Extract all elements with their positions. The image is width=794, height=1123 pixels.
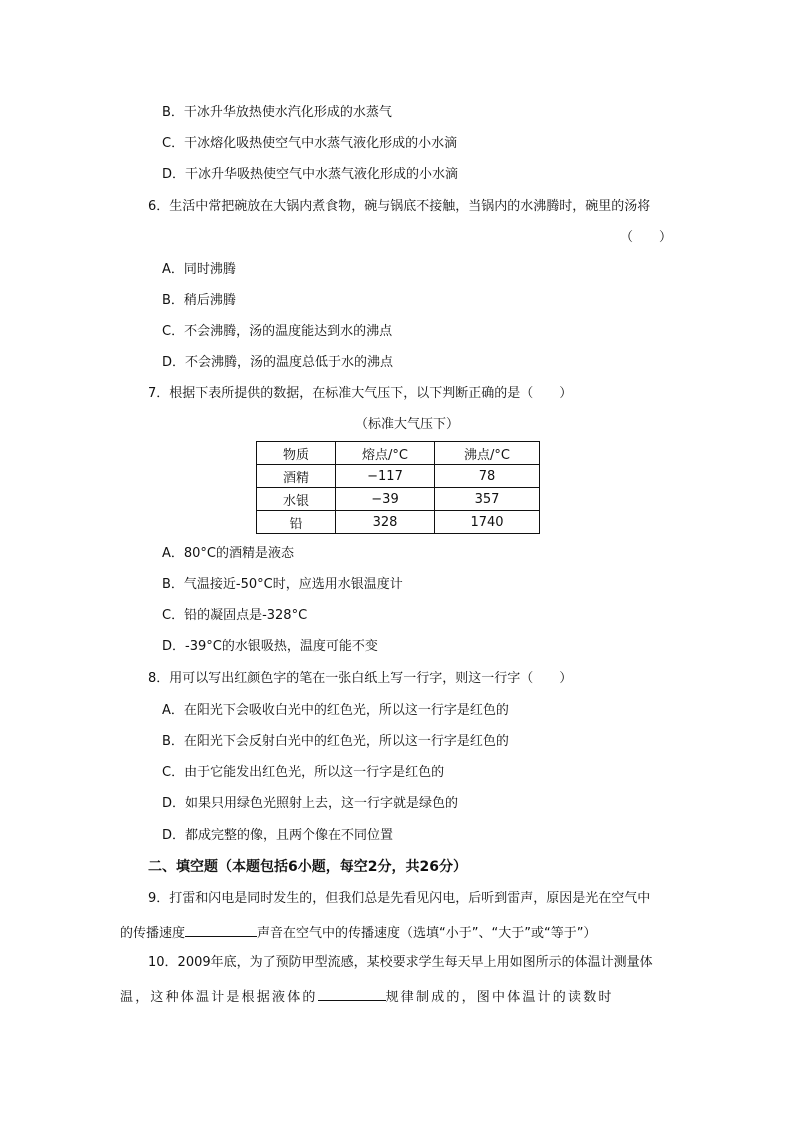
table-cell: 357	[435, 488, 540, 511]
table-header-cell: 熔点/°C	[336, 442, 435, 465]
table-cell: 78	[435, 465, 540, 488]
table-row	[257, 488, 540, 511]
q7-option-a: A．80°C的酒精是液态	[162, 546, 295, 561]
q6-answer-bracket: （ ）	[620, 230, 673, 245]
q9-line1: 9．打雷和闪电是同时发生的，但我们总是先看见闪电，后听到雷声，原因是光在空气中	[148, 891, 651, 906]
q6-option-b: B．稍后沸腾	[162, 293, 236, 308]
q7-table-caption: （标准大气压下）	[355, 417, 460, 432]
table-cell: 水银	[257, 488, 336, 511]
q10-text-after-blank: 规律制成的，图中体温计的读数时	[385, 990, 614, 1005]
q8-option-b: B．在阳光下会反射白光中的红色光，所以这一行字是红色的	[162, 734, 509, 749]
q7-stem: 7．根据下表所提供的数据，在标准大气压下，以下判断正确的是（ ）	[148, 386, 573, 401]
q10-line2	[120, 986, 614, 1007]
q5-option-d: D．干冰升华吸热使空气中水蒸气液化形成的小水滴	[162, 167, 459, 182]
q7-option-b: B．气温接近-50°C时，应选用水银温度计	[162, 577, 403, 592]
q10-line1: 10．2009年底，为了预防甲型流感，某校要求学生每天早上用如图所示的体温计测量体	[148, 955, 653, 970]
section-heading: 二、填空题（本题包括6小题，每空2分，共26分）	[148, 859, 467, 875]
table-header-row	[257, 442, 540, 465]
q9-answer-blank[interactable]	[185, 922, 257, 937]
data-table	[256, 441, 540, 534]
table-cell: −117	[336, 465, 435, 488]
q9-line2	[120, 922, 596, 943]
q7-option-c: C．铅的凝固点是-328°C	[162, 608, 308, 623]
q8-option-a: A．在阳光下会吸收白光中的红色光，所以这一行字是红色的	[162, 703, 509, 718]
q7-option-d: D．-39°C的水银吸热，温度可能不变	[162, 639, 378, 654]
q9-text-after-blank: 声音在空气中的传播速度（选填“小于”、“大于”或“等于”）	[257, 926, 597, 941]
q10-answer-blank[interactable]	[318, 986, 386, 1001]
table-cell: 1740	[435, 511, 540, 534]
q5-option-b: B．干冰升华放热使水汽化形成的水蒸气	[162, 105, 392, 120]
q9-text-before-blank: 的传播速度	[120, 926, 186, 941]
table-cell: 酒精	[257, 465, 336, 488]
q6-option-c: C．不会沸腾，汤的温度能达到水的沸点	[162, 324, 393, 339]
q8-option-extra: D．都成完整的像，且两个像在不同位置	[162, 828, 394, 843]
q8-stem: 8．用可以写出红颜色字的笔在一张白纸上写一行字，则这一行字（ ）	[148, 671, 573, 686]
table-row	[257, 511, 540, 534]
q6-stem: 6．生活中常把碗放在大锅内煮食物，碗与锅底不接触，当锅内的水沸腾时，碗里的汤将	[148, 199, 651, 214]
table-row	[257, 465, 540, 488]
q6-option-d: D．不会沸腾，汤的温度总低于水的沸点	[162, 355, 394, 370]
table-cell: 328	[336, 511, 435, 534]
q8-option-c: C．由于它能发出红色光，所以这一行字是红色的	[162, 765, 445, 780]
table-header-cell: 物质	[257, 442, 336, 465]
table-header-cell: 沸点/°C	[435, 442, 540, 465]
q6-option-a: A．同时沸腾	[162, 262, 236, 277]
table-cell: −39	[336, 488, 435, 511]
q8-option-d: D．如果只用绿色光照射上去，这一行字就是绿色的	[162, 796, 459, 811]
table-cell: 铅	[257, 511, 336, 534]
q10-text-before-blank: 温，这种体温计是根据液体的	[120, 990, 318, 1005]
q5-option-c: C．干冰熔化吸热使空气中水蒸气液化形成的小水滴	[162, 136, 458, 151]
